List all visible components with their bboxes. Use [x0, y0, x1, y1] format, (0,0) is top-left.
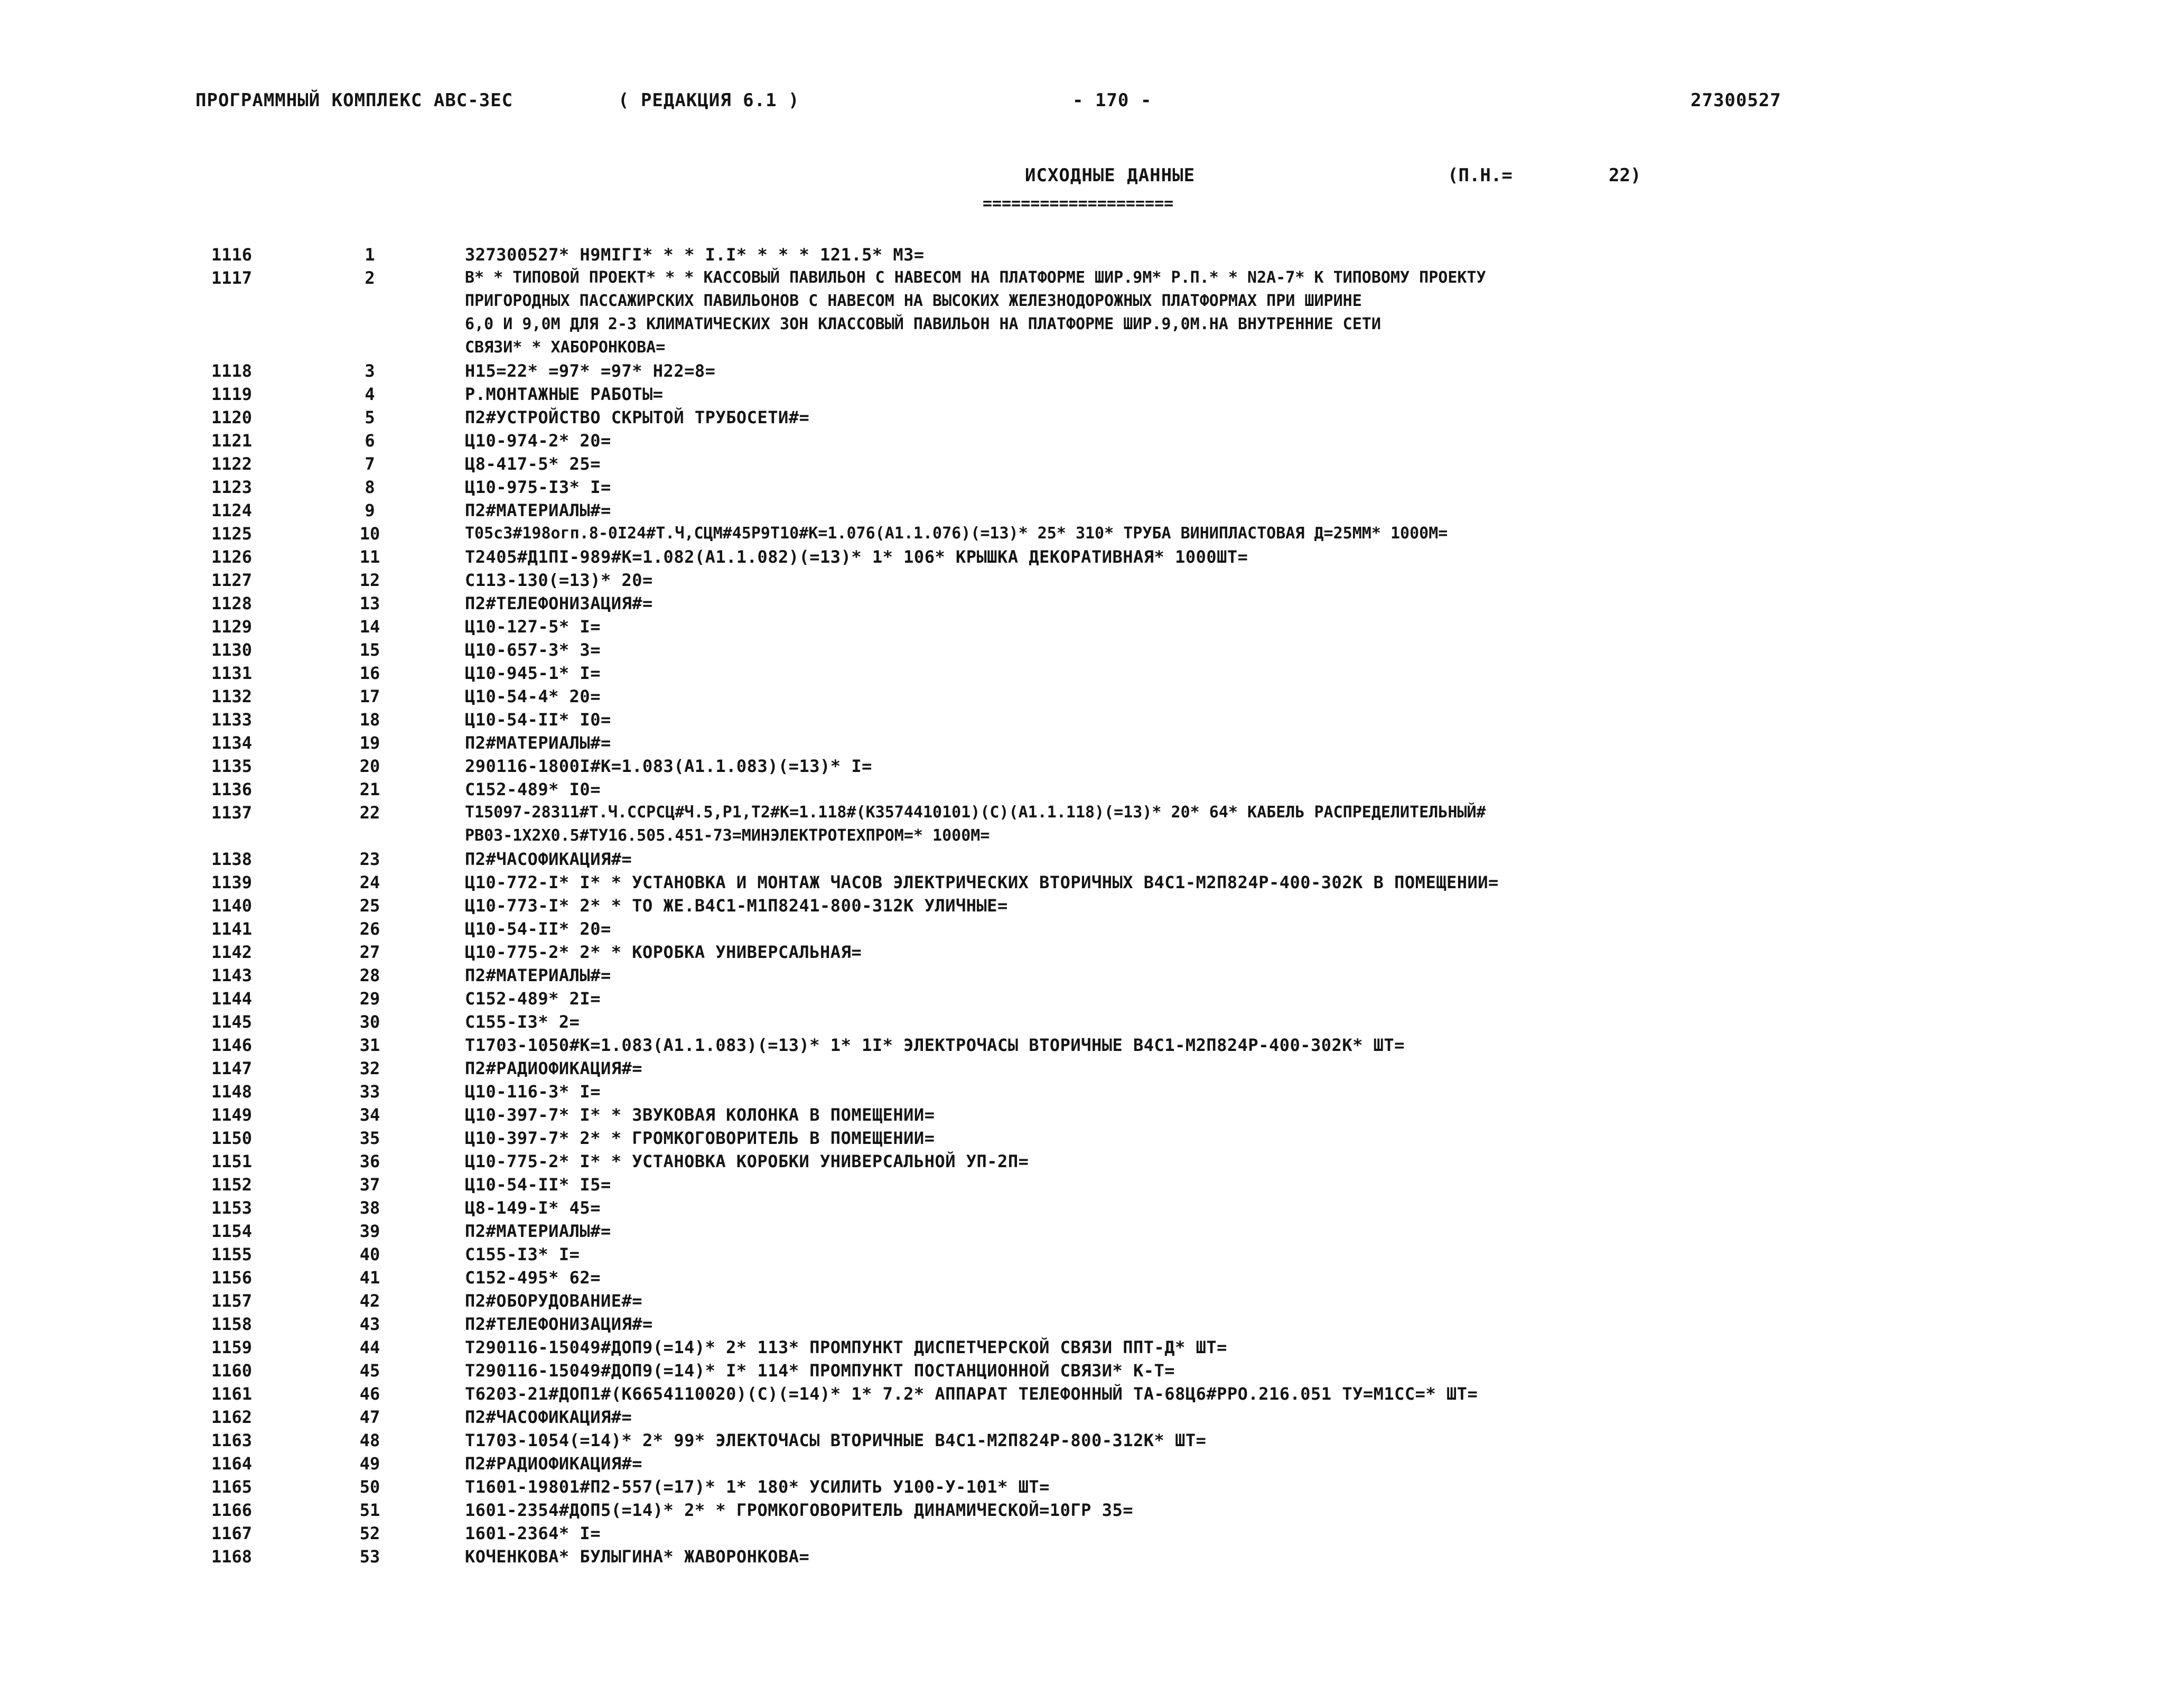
- sequence-number: 26: [359, 919, 380, 939]
- sequence-number: 13: [359, 593, 380, 613]
- line-number: 1152: [211, 1175, 253, 1195]
- listing-row: [211, 1150, 2029, 1173]
- section-title-underline: ====================: [983, 194, 1174, 213]
- listing-row: [211, 1196, 2029, 1219]
- record-text: 1601-2354#ДОП5(=14)* 2* * ГРОМКОГОВОРИТЕЛЬ ДИНАМИЧЕСКОЙ=10ГР 35=: [465, 1500, 1133, 1520]
- sequence-number: 39: [359, 1221, 380, 1241]
- sequence-number: 45: [359, 1361, 380, 1381]
- line-number: 1140: [211, 896, 253, 916]
- record-text: Т6203-21#ДОП1#(К6654110020)(С)(=14)* 1* 7.2* АППАРАТ ТЕЛЕФОННЫЙ ТА-68Ц6#РРО.216.051 ТУ=М1СС=* ШТ=: [465, 1384, 1478, 1404]
- line-number: 1150: [211, 1128, 253, 1148]
- line-number: 1167: [211, 1523, 253, 1543]
- line-number: 1141: [211, 919, 253, 939]
- listing-row: [211, 569, 2029, 592]
- sequence-number: 14: [359, 617, 380, 637]
- line-number: 1158: [211, 1314, 253, 1334]
- sequence-number: 17: [359, 686, 380, 706]
- sequence-number: 19: [359, 733, 380, 753]
- listing-row: [211, 1289, 2029, 1312]
- sequence-number: 51: [359, 1500, 380, 1520]
- line-number: 1131: [211, 663, 253, 683]
- sequence-number: 30: [359, 1012, 380, 1032]
- line-number: 1136: [211, 779, 253, 799]
- sequence-number: 18: [359, 710, 380, 730]
- line-number: 1156: [211, 1268, 253, 1288]
- sequence-number: 9: [365, 500, 375, 520]
- listing-row: [211, 1359, 2029, 1382]
- record-text: Ц8-149-I* 45=: [465, 1198, 601, 1218]
- record-text: П2#ТЕЛЕФОНИЗАЦИЯ#=: [465, 593, 653, 613]
- record-text: Ц10-945-1* I=: [465, 663, 601, 683]
- record-text: Р.МОНТАЖНЫЕ РАБОТЫ=: [465, 384, 664, 404]
- listing-row: [211, 987, 2029, 1010]
- listing-row: [211, 662, 2029, 685]
- listing-row: [211, 1010, 2029, 1034]
- record-text: П2#МАТЕРИАЛЫ#=: [465, 965, 611, 985]
- line-number: 1165: [211, 1477, 253, 1497]
- record-text: Ц10-116-3* I=: [465, 1082, 601, 1102]
- line-number: 1154: [211, 1221, 253, 1241]
- listing-row: [211, 243, 2029, 266]
- line-number: 1163: [211, 1430, 253, 1450]
- line-number: 1132: [211, 686, 253, 706]
- sequence-number: 53: [359, 1547, 380, 1567]
- section-ref-label: (П.Н.=: [1448, 165, 1513, 186]
- line-number: 1116: [211, 245, 253, 265]
- sequence-number: 28: [359, 965, 380, 985]
- record-text: Т05с3#198огп.8-0I24#Т.Ч,СЦМ#45Р9Т10#К=1.076(А1.1.076)(=13)* 25* 310* ТРУБА ВИНИПЛАСТОВАЯ Д=25ММ* 1000М=: [465, 524, 1448, 543]
- section-title: ИСХОДНЫЕ ДАННЫЕ: [1025, 165, 1196, 186]
- sequence-number: 6: [365, 431, 375, 451]
- listing-row: [211, 1475, 2029, 1498]
- sequence-number: 36: [359, 1151, 380, 1171]
- record-text: П2#МАТЕРИАЛЫ#=: [465, 733, 611, 753]
- sequence-number: 27: [359, 942, 380, 962]
- listing-row: [211, 406, 2029, 429]
- record-text: Ц10-397-7* I* * ЗВУКОВАЯ КОЛОНКА В ПОМЕЩЕНИИ=: [465, 1105, 935, 1125]
- listing-row: [211, 452, 2029, 476]
- line-number: 1119: [211, 384, 253, 404]
- record-text: В* * ТИПОВОЙ ПРОЕКТ* * * КАССОВЫЙ ПАВИЛЬОН С НАВЕСОМ НА ПЛАТФОРМЕ ШИР.9М* Р.П.* * N2А-7* К ТИПОВОМУ ПРОЕКТУ ПРИГОРОДНЫХ ПАССАЖИРСКИХ ПАВИЛЬОНОВ С НАВЕСОМ НА ВЫСОКИХ ЖЕЛЕЗНОДОРОЖНЫХ ПЛАТФОРМАХ ПРИ ШИРИНЕ 6,0 И 9,0М ДЛЯ 2-3 КЛИМАТИЧЕСКИХ ЗОН КЛАССОВЫЙ ПАВИЛЬОН НА ПЛАТФОРМЕ ШИР.9,0М.НА ВНУТРЕННИЕ СЕТИ СВЯЗИ* * ХАБОРОНКОВА=: [465, 268, 1486, 357]
- record-text: Ц10-775-2* 2* * КОРОБКА УНИВЕРСАЛЬНАЯ=: [465, 942, 862, 962]
- record-text: Т1601-19801#П2-557(=17)* 1* 180* УСИЛИТЬ У100-У-101* ШТ=: [465, 1477, 1050, 1497]
- line-number: 1133: [211, 710, 253, 730]
- listing-row: [211, 359, 2029, 383]
- line-number: 1128: [211, 593, 253, 613]
- listing-row: [211, 1545, 2029, 1568]
- line-number: 1146: [211, 1035, 253, 1055]
- listing-row: [211, 1243, 2029, 1266]
- record-text: Ц10-54-II* 20=: [465, 919, 611, 939]
- sequence-number: 41: [359, 1268, 380, 1288]
- record-text: Ц10-775-2* I* * УСТАНОВКА КОРОБКИ УНИВЕРСАЛЬНОЙ УП-2П=: [465, 1151, 1029, 1171]
- sequence-number: 4: [365, 384, 375, 404]
- line-number: 1124: [211, 500, 253, 520]
- sequence-number: 8: [365, 477, 375, 497]
- line-number: 1118: [211, 361, 253, 381]
- sequence-number: 5: [365, 407, 375, 427]
- line-number: 1160: [211, 1361, 253, 1381]
- record-text: П2#МАТЕРИАЛЫ#=: [465, 500, 611, 520]
- listing-row: [211, 731, 2029, 755]
- record-text: Ц10-657-3* 3=: [465, 640, 601, 660]
- listing-row: [211, 894, 2029, 917]
- page-number: - 170 -: [1072, 90, 1152, 111]
- listing-row: [211, 1312, 2029, 1336]
- line-number: 1130: [211, 640, 253, 660]
- data-listing: [211, 243, 2029, 1568]
- sequence-number: 11: [359, 547, 380, 567]
- sequence-number: 20: [359, 756, 380, 776]
- record-text: Т290116-15049#ДОП9(=14)* I* 114* ПРОМПУНКТ ПОСТАНЦИОННОЙ СВЯЗИ* К-Т=: [465, 1361, 1175, 1381]
- line-number: 1129: [211, 617, 253, 637]
- record-text: Т1703-1050#К=1.083(А1.1.083)(=13)* 1* 1I* ЭЛЕКТРОЧАСЫ ВТОРИЧНЫЕ В4С1-М2П824Р-400-302К* ШТ=: [465, 1035, 1405, 1055]
- sequence-number: 46: [359, 1384, 380, 1404]
- sequence-number: 22: [359, 803, 380, 823]
- line-number: 1162: [211, 1407, 253, 1427]
- line-number: 1125: [211, 524, 253, 544]
- record-text: С113-130(=13)* 20=: [465, 570, 653, 590]
- record-text: Т1703-1054(=14)* 2* 99* ЭЛЕКТОЧАСЫ ВТОРИЧНЫЕ В4С1-М2П824Р-800-312К* ШТ=: [465, 1430, 1207, 1450]
- line-number: 1153: [211, 1198, 253, 1218]
- listing-row: [211, 499, 2029, 522]
- record-text: Ц10-974-2* 20=: [465, 431, 611, 451]
- program-name: ПРОГРАММНЫЙ КОМПЛЕКС АВС-3ЕС: [195, 90, 514, 111]
- listing-row: [211, 871, 2029, 894]
- sequence-number: 34: [359, 1105, 380, 1125]
- line-number: 1142: [211, 942, 253, 962]
- edition-label: ( РЕДАКЦИЯ 6.1 ): [618, 90, 800, 111]
- record-text: Ц10-54-4* 20=: [465, 686, 601, 706]
- record-text: Т15097-28311#Т.Ч.ССРСЦ#Ч.5,Р1,Т2#К=1.118#(К3574410101)(С)(А1.1.118)(=13)* 20* 64* КАБЕЛЬ РАСПРЕДЕЛИТЕЛЬНЫЙ# РВ03-1Х2Х0.5#ТУ16.505.451-73=МИНЭЛЕКТРОТЕХПРОМ=* 1000М=: [465, 803, 1486, 845]
- listing-row: [211, 1173, 2029, 1196]
- listing-row: [211, 638, 2029, 662]
- listing-row: [211, 383, 2029, 406]
- record-text: 290116-1800I#К=1.083(А1.1.083)(=13)* I=: [465, 756, 872, 776]
- listing-row: [211, 801, 2029, 848]
- listing-row: [211, 941, 2029, 964]
- sequence-number: 43: [359, 1314, 380, 1334]
- record-text: 327300527* Н9МIГI* * * I.I* * * * 121.5* МЗ=: [465, 245, 925, 265]
- line-number: 1149: [211, 1105, 253, 1125]
- sequence-number: 32: [359, 1058, 380, 1078]
- listing-row: [211, 1127, 2029, 1150]
- sequence-number: 25: [359, 896, 380, 916]
- listing-row: [211, 615, 2029, 638]
- sequence-number: 52: [359, 1523, 380, 1543]
- record-text: П2#ЧАСОФИКАЦИЯ#=: [465, 849, 632, 869]
- listing-row: [211, 1522, 2029, 1545]
- sequence-number: 37: [359, 1175, 380, 1195]
- sequence-number: 3: [365, 361, 375, 381]
- sequence-number: 48: [359, 1430, 380, 1450]
- line-number: 1144: [211, 989, 253, 1009]
- line-number: 1157: [211, 1291, 253, 1311]
- line-number: 1121: [211, 431, 253, 451]
- line-number: 1139: [211, 872, 253, 892]
- sequence-number: 38: [359, 1198, 380, 1218]
- line-number: 1147: [211, 1058, 253, 1078]
- sequence-number: 47: [359, 1407, 380, 1427]
- sequence-number: 44: [359, 1337, 380, 1357]
- listing-row: [211, 1266, 2029, 1289]
- sequence-number: 16: [359, 663, 380, 683]
- line-number: 1148: [211, 1082, 253, 1102]
- record-text: 1601-2364* I=: [465, 1523, 601, 1543]
- document-code: 27300527: [1691, 90, 1781, 111]
- listing-row: [211, 1452, 2029, 1475]
- sequence-number: 42: [359, 1291, 380, 1311]
- line-number: 1123: [211, 477, 253, 497]
- sequence-number: 10: [359, 524, 380, 544]
- record-text: С152-489* I0=: [465, 779, 601, 799]
- line-number: 1138: [211, 849, 253, 869]
- listing-row: [211, 1219, 2029, 1243]
- record-text: П2#ТЕЛЕФОНИЗАЦИЯ#=: [465, 1314, 653, 1334]
- line-number: 1161: [211, 1384, 253, 1404]
- record-text: С152-495* 62=: [465, 1268, 601, 1288]
- sequence-number: 50: [359, 1477, 380, 1497]
- sequence-number: 12: [359, 570, 380, 590]
- sequence-number: 21: [359, 779, 380, 799]
- record-text: Ц8-417-5* 25=: [465, 454, 601, 474]
- listing-row: [211, 1336, 2029, 1359]
- sequence-number: 23: [359, 849, 380, 869]
- record-text: П2#МАТЕРИАЛЫ#=: [465, 1221, 611, 1241]
- record-text: С155-I3* 2=: [465, 1012, 580, 1032]
- listing-row: [211, 708, 2029, 731]
- listing-row: [211, 685, 2029, 708]
- line-number: 1134: [211, 733, 253, 753]
- record-text: С152-489* 2I=: [465, 989, 601, 1009]
- listing-row: [211, 429, 2029, 452]
- listing-row: [211, 545, 2029, 569]
- line-number: 1120: [211, 407, 253, 427]
- listing-row: [211, 964, 2029, 987]
- sequence-number: 2: [365, 268, 375, 288]
- record-text: Ц10-54-II* I5=: [465, 1175, 611, 1195]
- sequence-number: 35: [359, 1128, 380, 1148]
- line-number: 1159: [211, 1337, 253, 1357]
- record-text: Ц10-772-I* I* * УСТАНОВКА И МОНТАЖ ЧАСОВ ЭЛЕКТРИЧЕСКИХ ВТОРИЧНЫХ В4С1-М2П824Р-400-302К В ПОМЕЩЕНИИ=: [465, 872, 1499, 892]
- listing-row: [211, 522, 2029, 545]
- record-text: Ц10-397-7* 2* * ГРОМКОГОВОРИТЕЛЬ В ПОМЕЩЕНИИ=: [465, 1128, 935, 1148]
- listing-row: [211, 1057, 2029, 1080]
- listing-row: [211, 1103, 2029, 1127]
- record-text: П2#ОБОРУДОВАНИЕ#=: [465, 1291, 643, 1311]
- line-number: 1126: [211, 547, 253, 567]
- line-number: 1117: [211, 268, 253, 288]
- record-text: П2#РАДИОФИКАЦИЯ#=: [465, 1454, 643, 1474]
- sequence-number: 7: [365, 454, 375, 474]
- line-number: 1127: [211, 570, 253, 590]
- line-number: 1145: [211, 1012, 253, 1032]
- line-number: 1155: [211, 1244, 253, 1264]
- line-number: 1166: [211, 1500, 253, 1520]
- record-text: Ц10-127-5* I=: [465, 617, 601, 637]
- section-ref-number: 22): [1609, 165, 1641, 186]
- sequence-number: 24: [359, 872, 380, 892]
- listing-row: [211, 1080, 2029, 1103]
- line-number: 1164: [211, 1454, 253, 1474]
- record-text: Ц10-773-I* 2* * ТО ЖЕ.В4С1-М1П8241-800-312К УЛИЧНЫЕ=: [465, 896, 1008, 916]
- sequence-number: 29: [359, 989, 380, 1009]
- record-text: Н15=22* =97* =97* Н22=8=: [465, 361, 716, 381]
- record-text: Ц10-975-I3* I=: [465, 477, 611, 497]
- record-text: Ц10-54-II* I0=: [465, 710, 611, 730]
- line-number: 1168: [211, 1547, 253, 1567]
- record-text: П2#ЧАСОФИКАЦИЯ#=: [465, 1407, 632, 1427]
- record-text: С155-I3* I=: [465, 1244, 580, 1264]
- listing-row: [211, 848, 2029, 871]
- listing-row: [211, 1405, 2029, 1429]
- sequence-number: 40: [359, 1244, 380, 1264]
- listing-row: [211, 266, 2029, 359]
- record-text: Т2405#Д1ПI-989#К=1.082(А1.1.082)(=13)* 1* 106* КРЫШКА ДЕКОРАТИВНАЯ* 1000ШТ=: [465, 547, 1248, 567]
- line-number: 1143: [211, 965, 253, 985]
- listing-row: [211, 917, 2029, 941]
- sequence-number: 31: [359, 1035, 380, 1055]
- line-number: 1135: [211, 756, 253, 776]
- record-text: КОЧЕНКОВА* БУЛЫГИНА* ЖАВОРОНКОВА=: [465, 1547, 810, 1567]
- listing-row: [211, 1382, 2029, 1405]
- listing-row: [211, 755, 2029, 778]
- sequence-number: 33: [359, 1082, 380, 1102]
- sequence-number: 15: [359, 640, 380, 660]
- record-text: Т290116-15049#ДОП9(=14)* 2* 113* ПРОМПУНКТ ДИСПЕТЧЕРСКОЙ СВЯЗИ ППТ-Д* ШТ=: [465, 1337, 1227, 1357]
- line-number: 1122: [211, 454, 253, 474]
- listing-row: [211, 592, 2029, 615]
- listing-row: [211, 778, 2029, 801]
- record-text: П2#РАДИОФИКАЦИЯ#=: [465, 1058, 643, 1078]
- record-text: П2#УСТРОЙСТВО СКРЫТОЙ ТРУБОСЕТИ#=: [465, 407, 810, 427]
- sequence-number: 1: [365, 245, 375, 265]
- sequence-number: 49: [359, 1454, 380, 1474]
- line-number: 1137: [211, 803, 253, 823]
- line-number: 1151: [211, 1151, 253, 1171]
- listing-row: [211, 1429, 2029, 1452]
- listing-row: [211, 1034, 2029, 1057]
- listing-row: [211, 476, 2029, 499]
- listing-row: [211, 1498, 2029, 1522]
